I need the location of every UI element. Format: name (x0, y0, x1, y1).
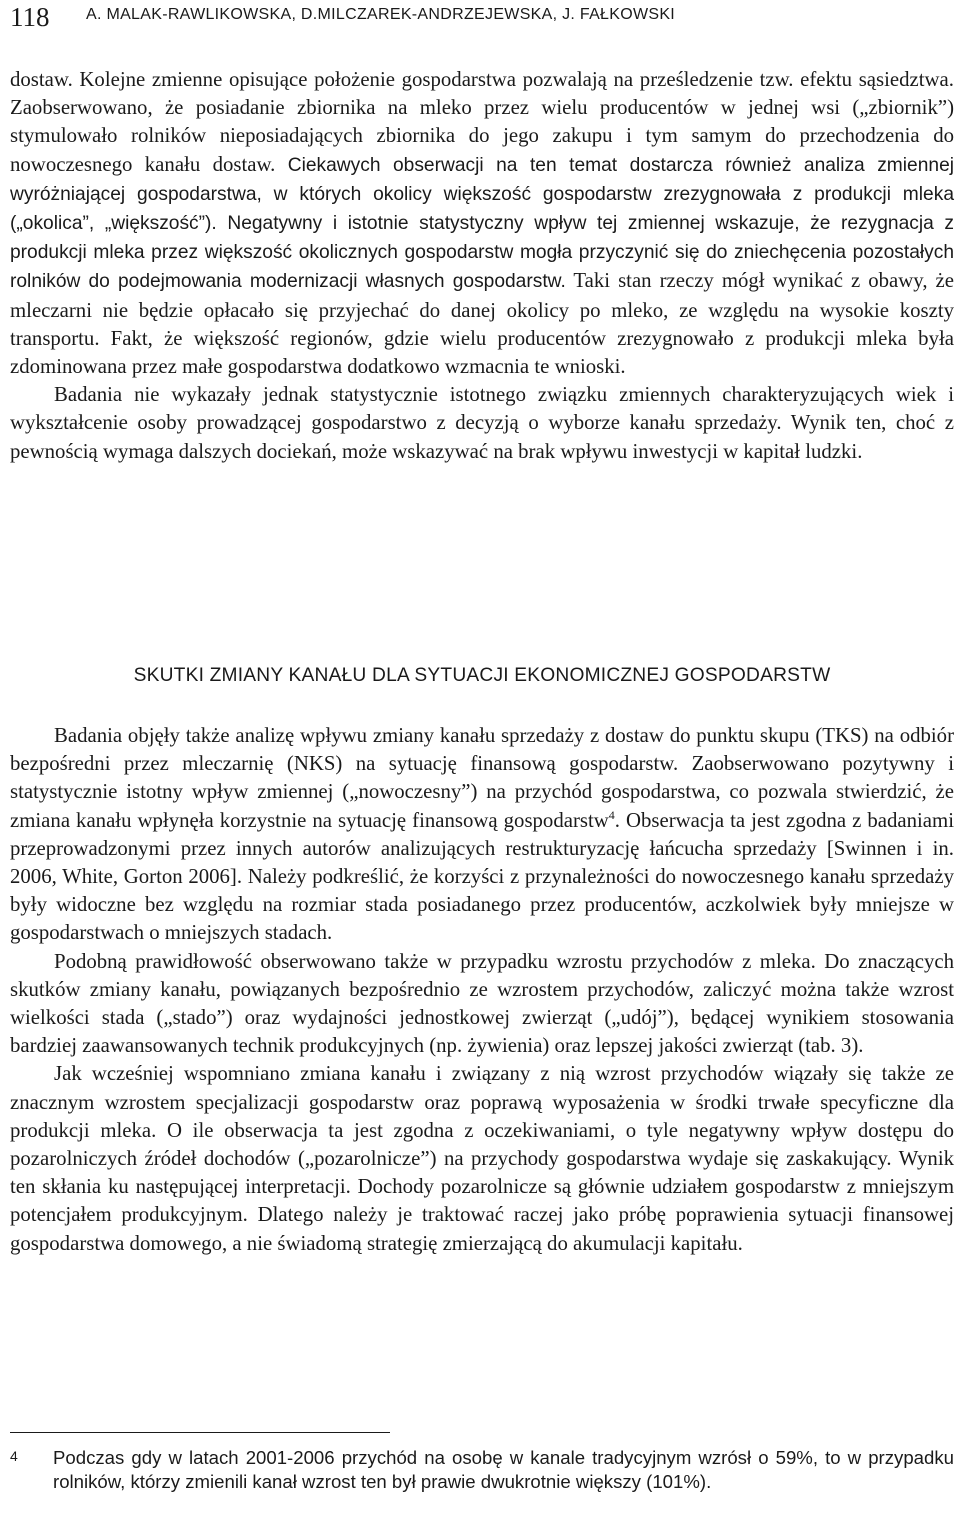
body-text-section (10, 722, 954, 1258)
paragraph-text: . Obserwacja ta jest zgodna z badaniami przeprowadzonymi przez innych autorów analizujących restrukturyzację łańcucha sprzedaży [Swinnen i in. 2006, White, Gorton 2006]. Należy podkreślić, że korzyści z przynależności do nowoczesnego kanału sprzedaży były widoczne bez względu na rozmiar stada posiadanego przez producentów, aczkolwiek były mniejsze w gospodarstwach o mniejszych stadach. (10, 808, 954, 945)
footnote-separator (10, 1432, 390, 1433)
running-header-authors: A. MALAK-RAWLIKOWSKA, D.MILCZAREK-ANDRZEJEWSKA, J. FAŁKOWSKI (86, 6, 676, 23)
paragraph-text: Taki stan rzeczy mógł wynikać z obawy, że mleczarni nie będzie opłacało się przyjechać do danej okolicy po mleko, ze względu na wysokie koszty transportu. Fakt, że większość regionów, gdzie wielu producentów zrezygnowało z produkcji mleka była zdominowana przez małe gospodarstwa dodatkowo wzmacnia te wnioski. (10, 269, 954, 379)
page-number: 118 (10, 2, 50, 32)
paragraph (10, 722, 954, 948)
footnote-reference[interactable]: 4 (608, 807, 615, 822)
body-text-top (10, 66, 954, 466)
section-heading: SKUTKI ZMIANY KANAŁU DLA SYTUACJI EKONOMICZNEJ GOSPODARSTW (133, 665, 831, 686)
paragraph-text: Badania objęły także analizę wpływu zmiany kanału sprzedaży z dostaw do punktu skupu (TKS) na odbiór bezpośredni przez mleczarnię (NKS) na sytuację finansową gospodarstw. Zaobserwowano pozytywny i statystycznie istotny wpływ zmiennej („nowoczesny”) na przychód gospodarstwa, co pozwala stwierdzić, że zmiana kanału wpłynęła korzystnie na sytuację finansową gospodarstw (10, 724, 954, 832)
footnote-mark: 4 (10, 1448, 18, 1464)
footnote (10, 1446, 954, 1494)
paragraph-text: dostaw. Kolejne zmienne opisujące położenie gospodarstwa pozwalają na prześledzenie tzw. efektu sąsiedztwa. Zaobserwowano, że posiadanie zbiornika na mleko przez wielu producentów w jednej wsi („zbiornik”) stymulowało rolników nieposiadających zbiornika do jego zakupu i tym samym do przechodzenia do nowoczesnego kanału dostaw. (10, 68, 954, 176)
paragraph-text-sans: Ciekawych obserwacji na ten temat dostarcza również analiza zmiennej wyróżniającej gospodarstwa, w których okolicy większość gospodarstw zrezygnowała z produkcji mleka („okolica”, „większość”). Negatywny i istotnie statystyczny wpływ tej zmiennej wskazuje, że rezygnacja z produkcji mleka przez większość okolicznych gospodarstw mogła przyczynić się do zniechęcenia pozostałych rolników do podejmowania modernizacji własnych gospodarstw. (10, 154, 955, 293)
footnote-text: Podczas gdy w latach 2001-2006 przychód na osobę w kanale tradycyjnym wzrósł o 59%, to w przypadku rolników, którzy zmienili kanał wzrost ten był prawie dwukrotnie większy (101%). (53, 1447, 954, 1492)
paragraph: Badania nie wykazały jednak statystycznie istotnego związku zmiennych charakteryzujących wiek i wykształcenie osoby prowadzącej gospodarstwo z decyzją o wyborze kanału sprzedaży. Wynik ten, choć z pewnością wymaga dalszych dociekań, może wskazywać na brak wpływu inwestycji w kapitał ludzki. (10, 383, 954, 463)
paragraph: Jak wcześniej wspomniano zmiana kanału i związany z nią wzrost przychodów wiązały się także ze znacznym wzrostem specjalizacji gospodarstw oraz poprawą wyposażenia w środki trwałe specyficzne dla produkcji mleka. O ile obserwacja ta jest zgodna z oczekiwaniami, o tyle negatywny wpływ dostępu do pozarolniczych źródeł dochodów („pozarolnicze”) na przychody gospodarstwa wydaje się zaskakujący. Wynik ten skłania ku następującej interpretacji. Dochody pozarolnicze są głównie udziałem gospodarstw z mniejszym potencjałem produkcyjnym. Dlatego należy je traktować raczej jako próbę poprawienia sytuacji finansowej gospodarstwa domowego, a nie świadomą strategię zmierzającą do akumulacji kapitału. (10, 1062, 954, 1255)
running-header (10, 0, 950, 34)
paragraph (10, 66, 954, 381)
paragraph: Podobną prawidłowość obserwowano także w przypadku wzrostu przychodów z mleka. Do znaczących skutków zmiany kanału, powiązanych bezpośrednio ze wzrostem przychodów, zaliczyć można także wzrost wielkości stada („stado”) oraz wydajności jednostkowej zwierząt („udój”), będącej wynikiem stosowania bardziej zaawansowanych technik produkcyjnych (np. żywienia) oraz lepszej jakości zwierząt (tab. 3). (10, 949, 954, 1058)
